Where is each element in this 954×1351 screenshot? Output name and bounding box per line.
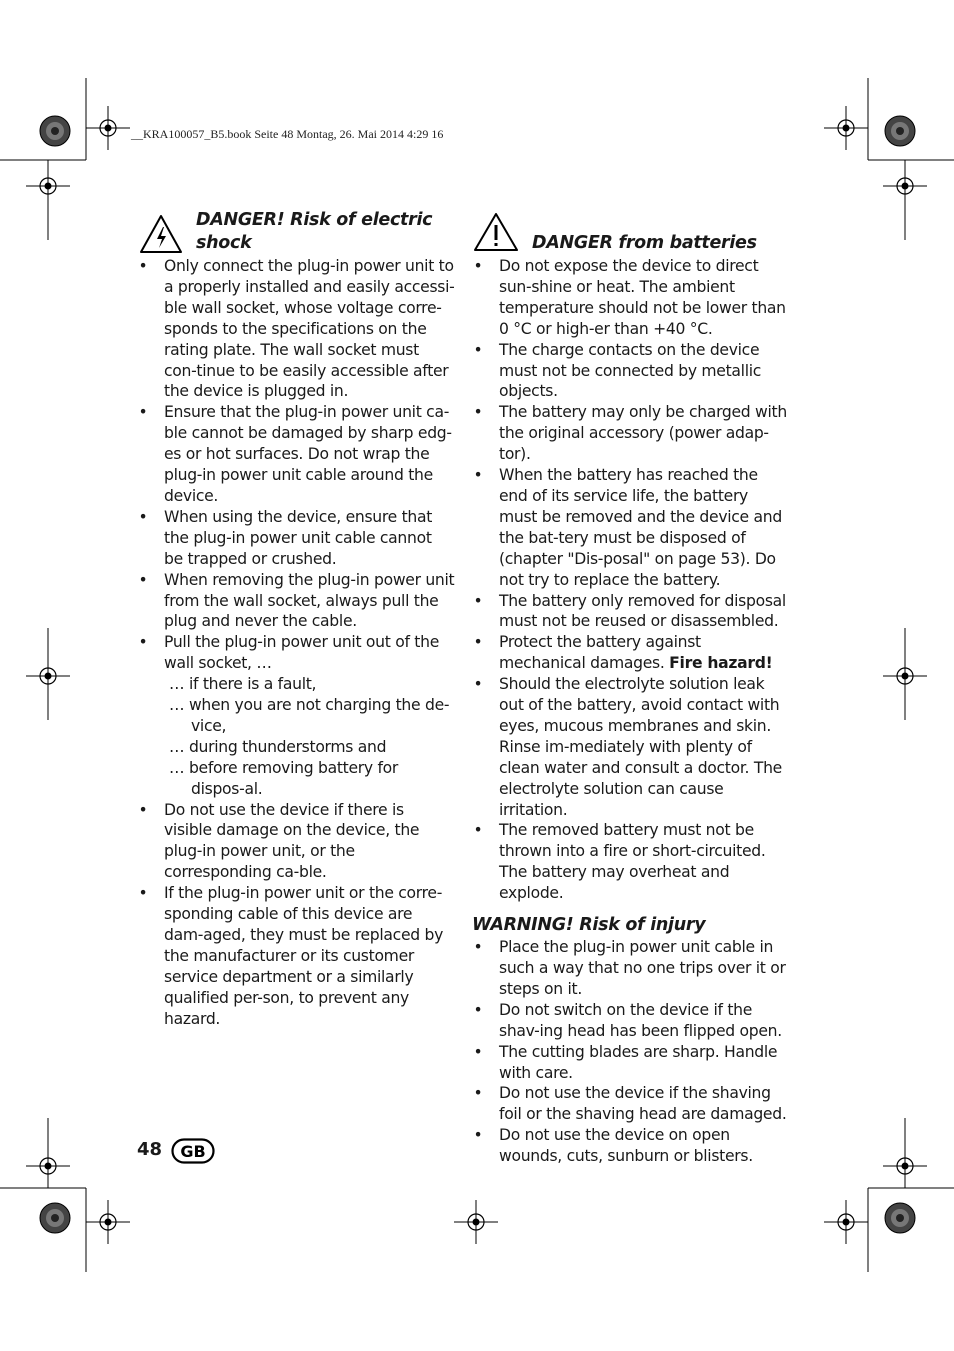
bullet: • [473, 1042, 483, 1061]
list-item [472, 674, 790, 820]
language-code: GB [180, 1142, 206, 1161]
list-item [472, 1083, 790, 1125]
list-item [137, 256, 455, 402]
bullet: • [473, 633, 483, 652]
heading-batteries: DANGER from batteries [532, 233, 757, 253]
list-item-text: Do not use the device on open wounds, cuts, sunburn or blisters. [499, 1126, 753, 1166]
list-item-text: The battery only removed for disposal must not be reused or disassembled. [499, 591, 786, 631]
page-number: 48 [137, 1139, 163, 1160]
bullet: • [138, 884, 148, 903]
list-item-text: The removed battery must not be thrown into a fire or short-circuited. The battery may overheat and explode. [499, 821, 766, 903]
list-item-text: Ensure that the plug-in power unit ca-ble cannot be damaged by sharp edg-es or hot surfaces. Do not wrap the plug-in power unit cable around the device. [164, 403, 452, 505]
bullet: • [473, 1000, 483, 1019]
sub-item: … before removing battery for dispos-al. [169, 758, 398, 798]
bullet: • [138, 800, 148, 819]
bullet: • [473, 1084, 483, 1103]
injury-list [472, 937, 790, 1167]
list-item [137, 632, 455, 799]
list-item-text: Do not expose the device to direct sun-shine or heat. The ambient temperature should not be lower than 0 °C or high-er than +40 °C. [499, 257, 786, 338]
heading-risk-of-injury: WARNING! Risk of injury [472, 915, 706, 936]
list-item [472, 465, 790, 590]
bullet: • [138, 633, 148, 652]
list-item [472, 1042, 790, 1084]
batteries-list [472, 256, 790, 904]
bullet: • [138, 570, 148, 589]
list-item-text: Protect the battery against mechanical damages. [499, 633, 701, 673]
bullet: • [473, 257, 483, 275]
list-item-text: When using the device, ensure that the plug-in power unit cable cannot be trapped or crushed. [164, 507, 433, 568]
bullet: • [473, 821, 483, 840]
list-item-text: The charge contacts on the device must not be connected by metallic objects. [499, 340, 762, 401]
list-item [472, 937, 790, 1000]
electric-shock-list [137, 256, 455, 1030]
left-column [137, 256, 455, 1030]
list-item [137, 883, 455, 1029]
list-item [137, 800, 455, 884]
sub-item: … when you are not charging the de-vice, [169, 696, 450, 735]
list-item [472, 820, 790, 904]
sub-item: … during thunderstorms and [169, 737, 387, 756]
fire-hazard-label: Fire hazard! [669, 654, 773, 673]
list-item-text: Pull the plug-in power unit out of the wall socket, … [164, 633, 439, 673]
list-item-text: Do not use the device if there is visible damage on the device, the plug-in power unit, or the corresponding ca-ble. [164, 800, 420, 882]
list-item-text: When the battery has reached the end of its service life, the battery must be removed and the device and the bat-tery must be disposed of (chapter "Dis-posal" on page 53). Do not try to replace the battery. [499, 466, 782, 589]
bullet: • [473, 340, 483, 359]
list-item-text: The battery may only be charged with the original accessory (power adap-tor). [499, 403, 787, 464]
list-item-text: Do not use the device if the shaving foil or the shaving head are damaged. [499, 1084, 787, 1124]
bullet: • [138, 257, 148, 275]
list-item-text: The cutting blades are sharp. Handle with care. [499, 1042, 778, 1082]
list-item [472, 256, 790, 340]
bullet: • [473, 938, 483, 957]
list-item [137, 570, 455, 633]
bullet: • [138, 403, 148, 422]
bullet: • [473, 466, 483, 485]
right-column [472, 256, 790, 1167]
list-item [472, 1000, 790, 1042]
electric-hazard-icon [139, 214, 183, 254]
list-item [472, 340, 790, 403]
print-info: __KRA100057_B5.book Seite 48 Montag, 26. Mai 2014 4:29 16 [131, 127, 444, 141]
list-item [472, 591, 790, 633]
sub-list [164, 674, 455, 799]
bullet: • [473, 675, 483, 694]
list-item [137, 402, 455, 507]
list-item-text: If the plug-in power unit or the corre-sponding cable of this device are dam-aged, they must be replaced by the manufacturer or its customer service department or a similarly qualified per-son, to prevent any hazard. [164, 884, 444, 1028]
list-item [472, 402, 790, 465]
list-item-text: When removing the plug-in power unit from the wall socket, always pull the plug and never the cable. [164, 570, 455, 631]
list-item [472, 632, 790, 674]
sub-item: … if there is a fault, [169, 675, 317, 694]
list-item [472, 1125, 790, 1167]
warning-exclamation-icon [473, 212, 519, 252]
list-item-text: Should the electrolyte solution leak out of the battery, avoid contact with eyes, mucous membranes and skin. Rinse im-mediately with plenty of clean water and consult a doctor. The electrolyte solution can cause irritation. [499, 675, 782, 819]
list-item-text: Do not switch on the device if the shav-ing head has been flipped open. [499, 1000, 782, 1040]
bullet: • [473, 403, 483, 422]
list-item-text: Only connect the plug-in power unit to a properly installed and easily accessi-ble wall socket, whose voltage corre-sponds to the specifications on the rating plate. The wall socket must con-tinue to be easily accessible after the device is plugged in. [164, 257, 455, 401]
bullet: • [473, 591, 483, 610]
bullet: • [138, 507, 148, 526]
bullet: • [473, 1126, 483, 1145]
list-item-text: Place the plug-in power unit cable in such a way that no one trips over it or steps on it. [499, 938, 786, 998]
heading-electric-shock: DANGER! Risk of electric shock [196, 210, 433, 253]
language-badge [171, 1138, 215, 1164]
list-item [137, 507, 455, 570]
